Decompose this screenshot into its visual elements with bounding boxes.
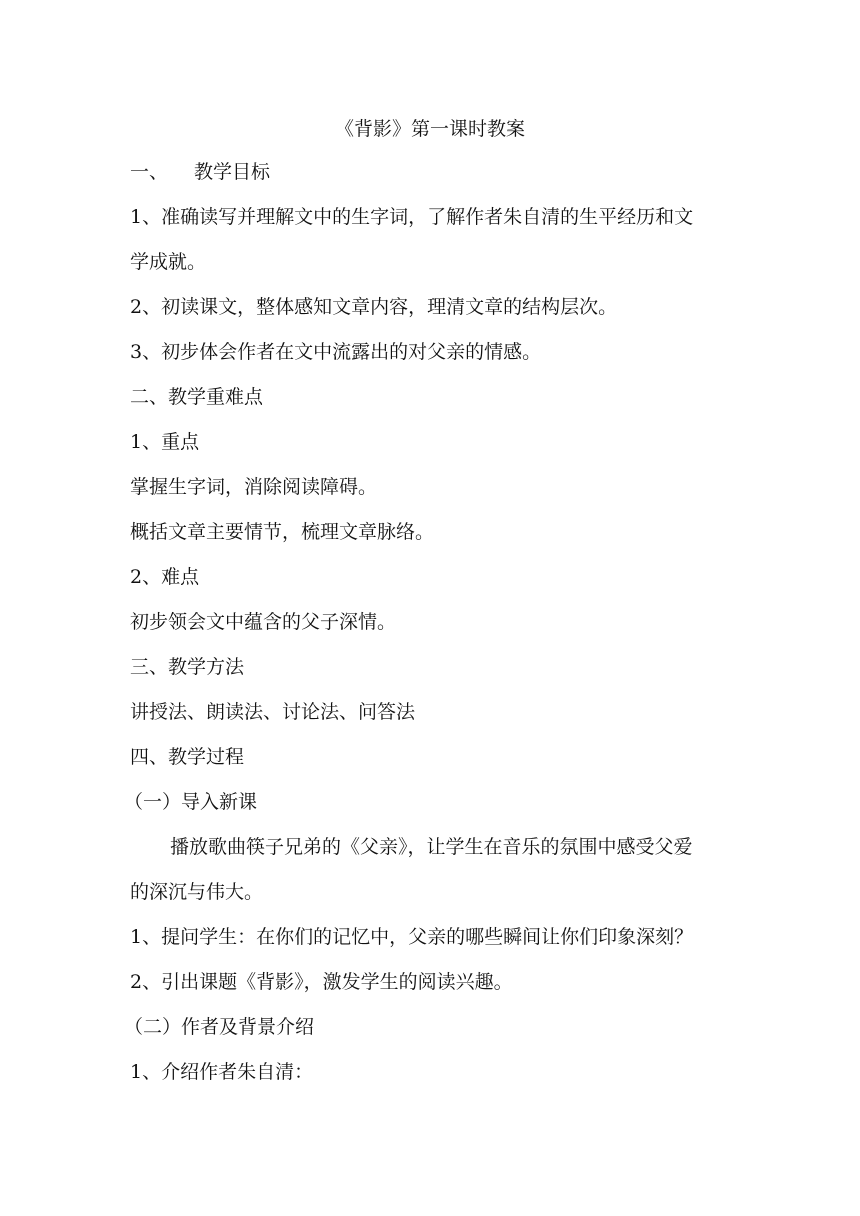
subsection-heading: （二）作者及背景介绍 xyxy=(124,1016,315,1038)
section-heading: 二、教学重难点 xyxy=(130,386,264,408)
text-line: 的深沉与伟大。 xyxy=(130,881,264,903)
text-line: 2、初读课文，整体感知文章内容，理清文章的结构层次。 xyxy=(130,296,618,318)
section-title: 教学目标 xyxy=(194,161,271,183)
text-line: 1、提问学生：在你们的记忆中，父亲的哪些瞬间让你们印象深刻？ xyxy=(130,926,694,948)
text-line: 学成就。 xyxy=(130,251,207,273)
section-number: 一、 xyxy=(130,161,169,183)
text-line: 讲授法、朗读法、讨论法、问答法 xyxy=(130,701,416,723)
text-line: 掌握生字词，消除阅读障碍。 xyxy=(130,476,378,498)
text-line: 初步领会文中蕴含的父子深情。 xyxy=(130,611,397,633)
subheading: 1、重点 xyxy=(130,431,200,453)
subheading: 2、难点 xyxy=(130,566,200,588)
text-line: 概括文章主要情节，梳理文章脉络。 xyxy=(130,521,435,543)
document-title: 《背影》第一课时教案 xyxy=(334,118,525,140)
subsection-heading: （一）导入新课 xyxy=(124,791,258,813)
section-heading: 三、教学方法 xyxy=(130,656,245,678)
text-line: 2、引出课题《背影》，激发学生的阅读兴趣。 xyxy=(130,971,513,993)
text-line: 播放歌曲筷子兄弟的《父亲》，让学生在音乐的氛围中感受父爱 xyxy=(170,836,693,858)
section-heading: 四、教学过程 xyxy=(130,746,245,768)
text-line: 3、初步体会作者在文中流露出的对父亲的情感。 xyxy=(130,341,542,363)
text-line: 1、介绍作者朱自清： xyxy=(130,1061,314,1083)
section-heading-objectives xyxy=(130,156,750,188)
text-line: 1、准确读写并理解文中的生字词，了解作者朱自清的生平经历和文 xyxy=(130,206,694,228)
